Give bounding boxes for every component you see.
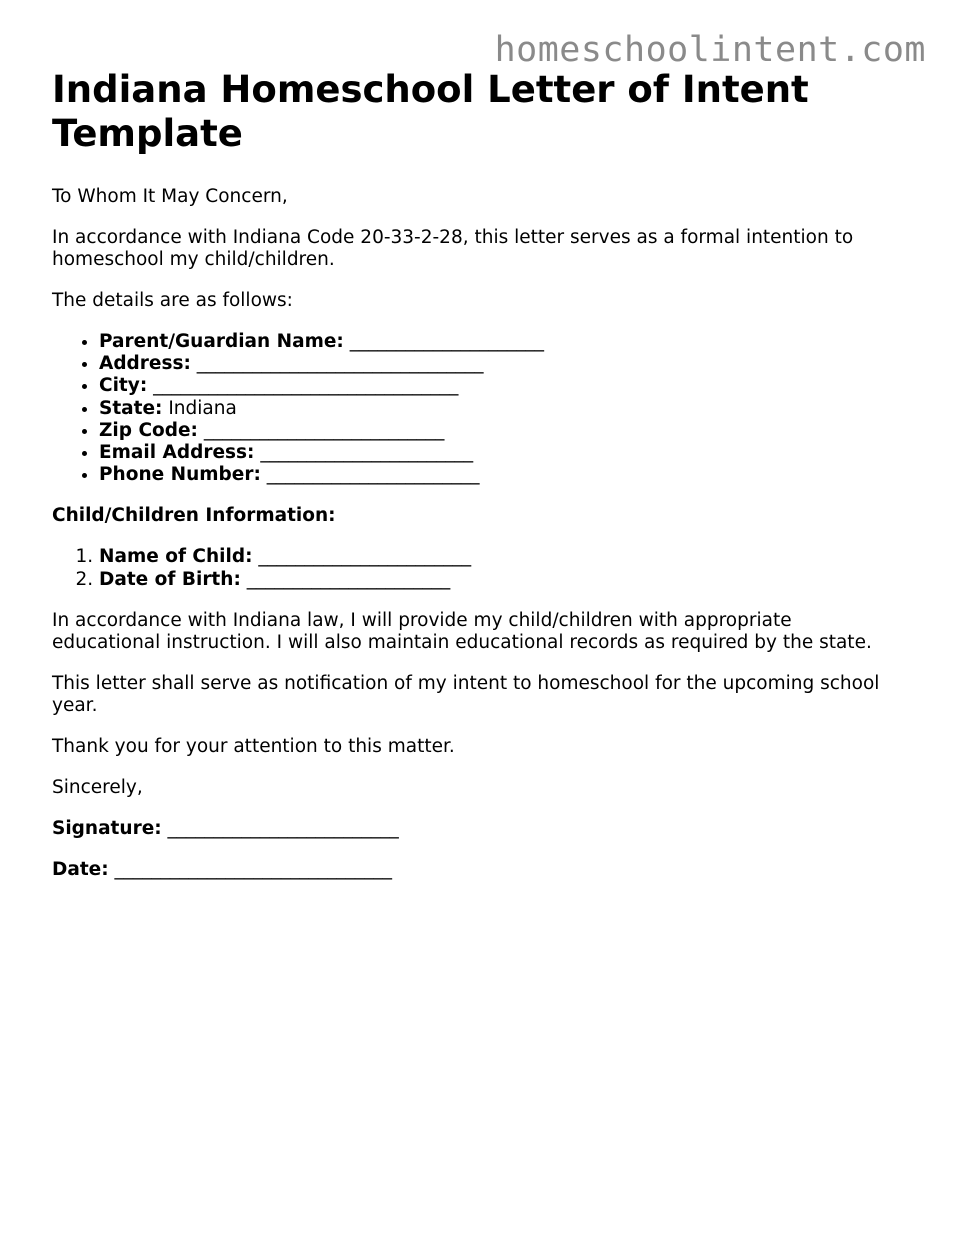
field-value: _________________________________ — [153, 375, 459, 397]
page-title: Indiana Homeschool Letter of Intent Template — [52, 68, 809, 155]
law-paragraph: In accordance with Indiana law, I will provide my child/children with appropriate educational instruction. I will also maintain educational records as required by the state. — [52, 609, 872, 653]
signature-line — [52, 818, 902, 840]
field-value: __________________________ — [203, 419, 445, 441]
details-intro: The details are as follows: — [52, 290, 293, 311]
field-value: ______________________ — [246, 568, 451, 590]
field-label: City: — [99, 375, 148, 397]
list-item-email — [99, 442, 902, 464]
date-blank: ______________________________ — [114, 858, 393, 880]
field-value: _______________________ — [258, 546, 472, 568]
signature-label: Signature: — [52, 817, 162, 839]
field-value: _______________________________ — [196, 353, 484, 375]
field-value: _______________________ — [266, 464, 480, 486]
greeting: To Whom It May Concern, — [52, 186, 288, 207]
list-item-address — [99, 353, 902, 375]
watermark-text: homeschoolintent.com — [494, 30, 926, 70]
intro-paragraph: In accordance with Indiana Code 20-33-2-28, this letter serves as a formal intention to homeschool my child/children. — [52, 227, 854, 270]
notification-paragraph: This letter shall serve as notification of my intent to homeschool for the upcoming school year. — [52, 672, 880, 716]
field-label: Phone Number: — [99, 464, 261, 486]
field-label: Date of Birth: — [99, 568, 241, 590]
letter-document — [52, 68, 902, 881]
date-label: Date: — [52, 858, 109, 880]
closing: Sincerely, — [52, 776, 143, 798]
list-item-city — [99, 375, 902, 397]
thanks-paragraph: Thank you for your attention to this matter. — [52, 735, 455, 757]
field-label: Parent/Guardian Name: — [99, 331, 344, 352]
list-item-birth-date — [99, 569, 902, 591]
parent-details-list — [52, 331, 902, 486]
date-line — [52, 859, 902, 881]
list-item-parent-name — [99, 331, 902, 353]
child-details-list — [52, 546, 902, 590]
child-info-heading: Child/Children Information: — [52, 505, 336, 527]
field-label: Email Address: — [99, 442, 255, 464]
list-item-zip — [99, 420, 902, 442]
list-item-phone — [99, 464, 902, 486]
field-label: Address: — [99, 353, 191, 375]
signature-blank: _________________________ — [167, 817, 399, 839]
list-item-child-name — [99, 546, 902, 568]
field-label: Zip Code: — [99, 419, 198, 441]
field-label: State: — [99, 397, 163, 419]
field-value: _______________________ — [260, 442, 474, 464]
field-label: Name of Child: — [99, 546, 253, 568]
list-item-state — [99, 398, 902, 420]
field-value: Indiana — [168, 397, 237, 419]
field-value: _____________________ — [349, 331, 544, 352]
